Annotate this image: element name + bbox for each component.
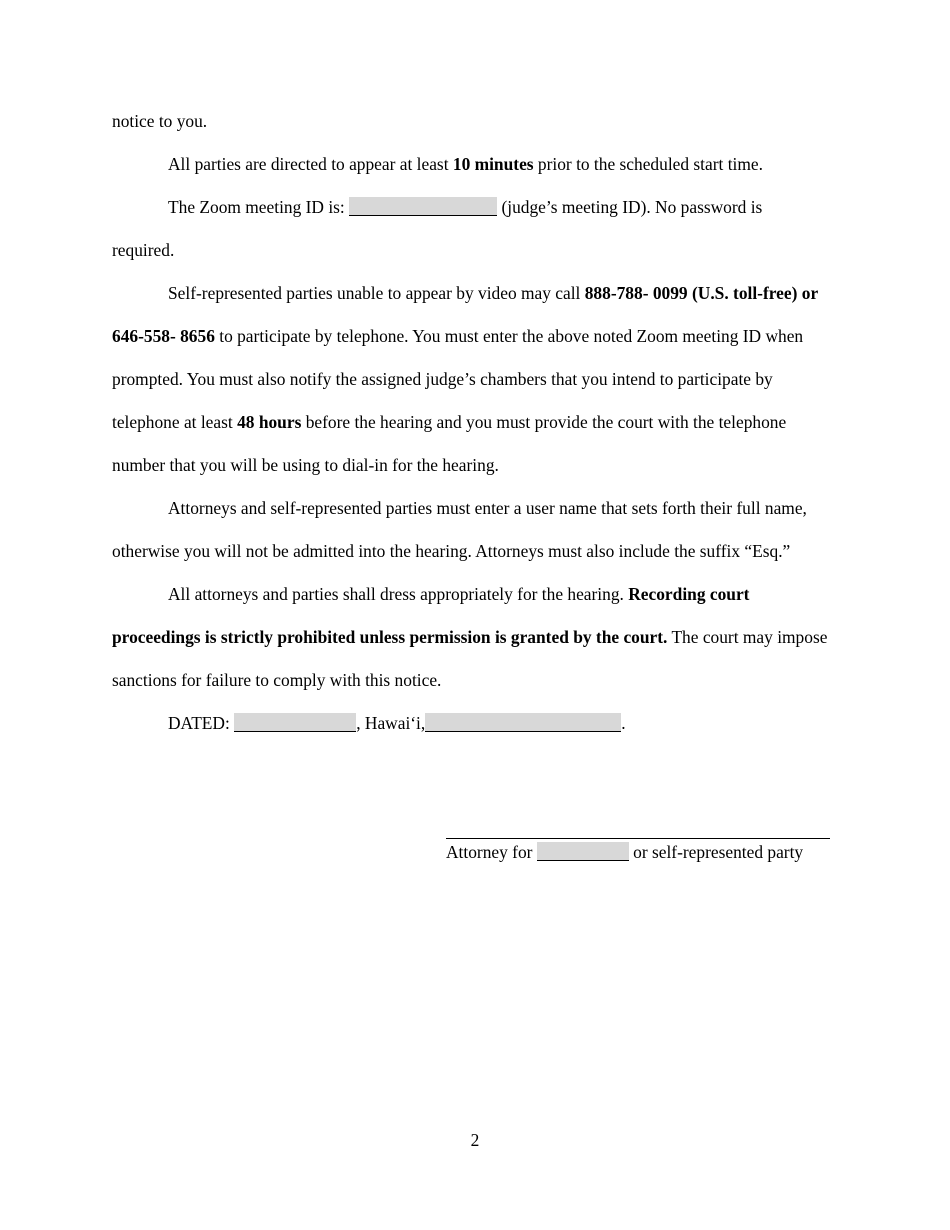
date-field[interactable] — [234, 713, 356, 732]
bold-48-hours: 48 hours — [237, 412, 302, 432]
attorney-for-field[interactable] — [537, 842, 629, 861]
document-body — [112, 100, 842, 745]
paragraph-user-name: Attorneys and self-represented parties must enter a user name that sets forth their full name, otherwise you will not be admitted into the hearing. Attorneys must also include the suffix “Esq.” — [112, 498, 807, 561]
signature-caption: Attorney for or self-represented party — [446, 842, 804, 862]
page-number: 2 — [470, 1130, 480, 1150]
signature-block — [446, 820, 830, 863]
paragraph-telephone: Self-represented parties unable to appear by video may call 888-788- 0099 (U.S. toll-free) or 646-558- 8656 to participate by telephone. You must enter the above noted Zoom meeting ID when prompted. You must also notify the assigned judge’s chambers that you intend to participate by telephone at least 48 hours before the hearing and you must provide the court with the telephone number that you will be using to dial-in for the hearing. — [112, 283, 818, 475]
zoom-meeting-id-field[interactable] — [349, 197, 497, 216]
paragraph-zoom-id: The Zoom meeting ID is: (judge’s meeting ID). No password is required. — [112, 197, 763, 260]
paragraph-notice-end: notice to you. — [112, 111, 208, 131]
dated-line: DATED: , Hawai‘i, . — [168, 713, 626, 733]
paragraph-appear-early: All parties are directed to appear at least 10 minutes prior to the scheduled start time. — [168, 154, 763, 174]
paragraph-dress-recording: All attorneys and parties shall dress appropriately for the hearing. Recording court proceedings is strictly prohibited unless permission is granted by the court. The court may impose sanctions for failure to comply with this notice. — [112, 584, 828, 690]
place-field[interactable] — [425, 713, 621, 732]
bold-phone-numbers: 888-788- 0099 (U.S. toll-free) or 646-558- 8656 — [112, 283, 818, 346]
signature-line[interactable] — [446, 838, 830, 839]
bold-10-minutes: 10 minutes — [452, 154, 534, 174]
bold-recording-prohibited: Recording court proceedings is strictly prohibited unless permission is granted by the court. — [112, 584, 750, 647]
